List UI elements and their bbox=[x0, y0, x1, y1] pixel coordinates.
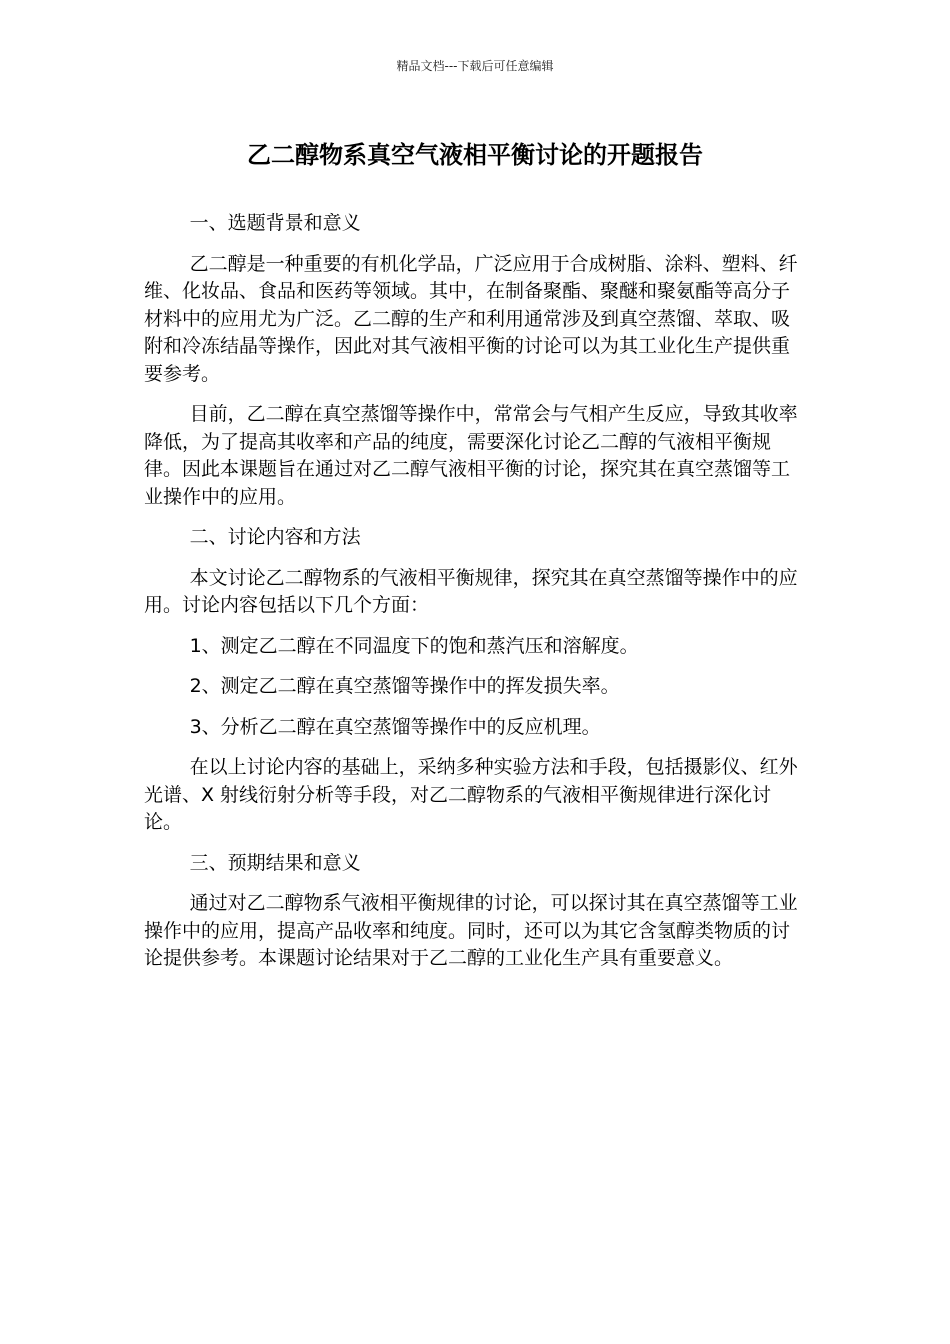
section-heading-content-methods: 二、讨论内容和方法 bbox=[189, 526, 361, 548]
list-item: 3、分析乙二醇在真空蒸馏等操作中的反应机理。 bbox=[189, 715, 601, 738]
paragraph: 本文讨论乙二醇物系的气液相平衡规律，探究其在真空蒸馏等操作中的应用。讨论内容包括以下几个方面： bbox=[144, 566, 798, 616]
page-header-note: 精品文档---下载后可任意编辑 bbox=[396, 59, 554, 73]
section-heading-expected-results: 三、预期结果和意义 bbox=[189, 851, 361, 874]
paragraph: 在以上讨论内容的基础上，采纳多种实验方法和手段，包括摄影仪、红外光谱、X 射线衍射分析等手段，对乙二醇物系的气液相平衡规律进行深化讨论。 bbox=[144, 756, 798, 833]
list-item: 2、测定乙二醇在真空蒸馏等操作中的挥发损失率。 bbox=[189, 675, 620, 697]
document-body bbox=[144, 210, 808, 986]
paragraph: 乙二醇是一种重要的有机化学品，广泛应用于合成树脂、涂料、塑料、纤维、化妆品、食品和医药等领域。其中，在制备聚酯、聚醚和聚氨酯等高分子材料中的应用尤为广泛。乙二醇的生产和利用通常涉及到真空蒸馏、萃取、吸附和冷冻结晶等操作，因此对其气液相平衡的讨论可以为其工业化生产提供重要参考。 bbox=[144, 252, 798, 385]
paragraph: 目前，乙二醇在真空蒸馏等操作中，常常会与气相产生反应，导致其收率降低，为了提高其收率和产品的纯度，需要深化讨论乙二醇的气液相平衡规律。因此本课题旨在通过对乙二醇气液相平衡的讨论，探究其在真空蒸馏等工业操作中的应用。 bbox=[144, 403, 798, 508]
document-title: 乙二醇物系真空气液相平衡讨论的开题报告 bbox=[247, 141, 703, 169]
section-heading-background: 一、选题背景和意义 bbox=[189, 212, 361, 234]
paragraph: 通过对乙二醇物系气液相平衡规律的讨论，可以探讨其在真空蒸馏等工业操作中的应用，提高产品收率和纯度。同时，还可以为其它含氢醇类物质的讨论提供参考。本课题讨论结果对于乙二醇的工业化生产具有重要意义。 bbox=[144, 892, 798, 969]
list-item: 1、测定乙二醇在不同温度下的饱和蒸汽压和溶解度。 bbox=[189, 634, 639, 657]
